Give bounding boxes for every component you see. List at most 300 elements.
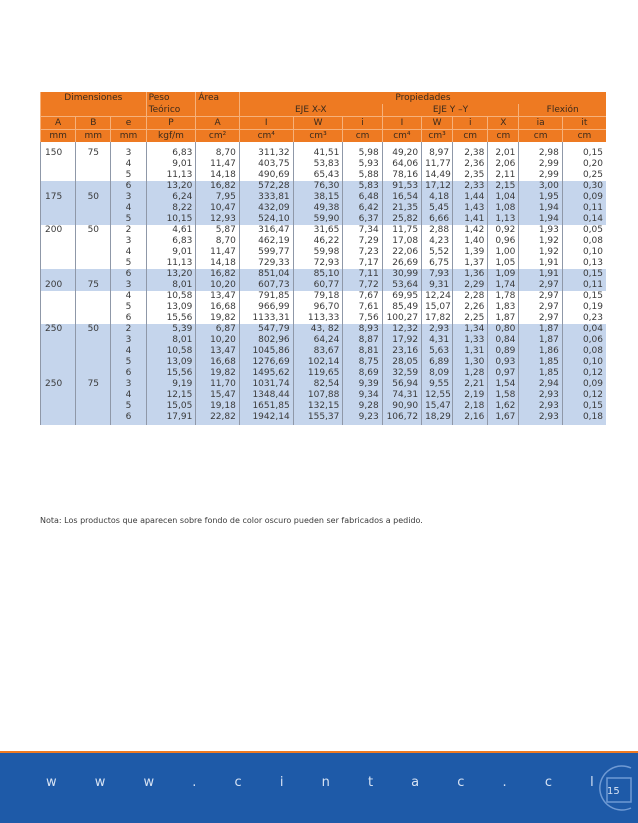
- table-cell: 0,04: [562, 324, 606, 335]
- table-cell: [41, 247, 76, 258]
- table-cell: 38,15: [293, 192, 343, 203]
- table-cell: 1,36: [453, 269, 488, 280]
- table-cell: 0,09: [562, 192, 606, 203]
- table-cell: 7,34: [343, 225, 382, 236]
- table-cell: 6: [111, 269, 146, 280]
- table-cell: 9,39: [343, 379, 382, 390]
- table-cell: [76, 170, 111, 181]
- table-cell: 8,70: [196, 148, 239, 159]
- header-unit: cm³: [422, 130, 453, 143]
- header-symbol: A: [41, 117, 76, 130]
- table-cell: 4: [111, 291, 146, 302]
- table-cell: 12,93: [196, 214, 239, 225]
- table-cell: 6: [111, 313, 146, 324]
- table-cell: 6,83: [146, 148, 196, 159]
- table-cell: 1651,85: [239, 401, 293, 412]
- table-cell: 0,97: [488, 368, 519, 379]
- table-cell: [76, 401, 111, 412]
- table-cell: 106,72: [382, 412, 421, 425]
- table-cell: 3: [111, 379, 146, 390]
- table-cell: 53,83: [293, 159, 343, 170]
- table-cell: 75: [76, 280, 111, 291]
- table-cell: 1,78: [488, 291, 519, 302]
- table-cell: 50: [76, 225, 111, 236]
- table-cell: 0,96: [488, 236, 519, 247]
- table-row: [41, 225, 607, 236]
- table-cell: 1,04: [488, 192, 519, 203]
- table-cell: 102,14: [293, 357, 343, 368]
- table-cell: 1,91: [519, 269, 562, 280]
- table-cell: 23,16: [382, 346, 421, 357]
- table-cell: 155,37: [293, 412, 343, 425]
- table-row: [41, 280, 607, 291]
- table-cell: 18,29: [422, 412, 453, 425]
- table-cell: 0,14: [562, 214, 606, 225]
- table-cell: 3: [111, 335, 146, 346]
- table-cell: [41, 236, 76, 247]
- table-cell: 7,17: [343, 258, 382, 269]
- table-cell: 1,30: [453, 357, 488, 368]
- table-cell: [41, 357, 76, 368]
- table-cell: 311,32: [239, 148, 293, 159]
- table-cell: 1,94: [519, 214, 562, 225]
- header-symbol: W: [422, 117, 453, 130]
- header-blank: [41, 104, 147, 117]
- table-cell: 1,28: [453, 368, 488, 379]
- table-cell: 2,33: [453, 181, 488, 192]
- table-cell: 2,97: [519, 313, 562, 324]
- table-cell: 2,29: [453, 280, 488, 291]
- table-cell: 11,77: [422, 159, 453, 170]
- table-cell: 966,99: [239, 302, 293, 313]
- table-cell: 791,85: [239, 291, 293, 302]
- table-cell: 0,20: [562, 159, 606, 170]
- table-cell: 9,34: [343, 390, 382, 401]
- table-cell: 13,47: [196, 346, 239, 357]
- table-cell: 9,31: [422, 280, 453, 291]
- table-cell: 50: [76, 324, 111, 335]
- table-cell: 1,37: [453, 258, 488, 269]
- table-cell: 547,79: [239, 324, 293, 335]
- table-cell: 1,05: [488, 258, 519, 269]
- table-cell: 599,77: [239, 247, 293, 258]
- table-row: [41, 159, 607, 170]
- table-cell: 3: [111, 192, 146, 203]
- table-row: [41, 401, 607, 412]
- table-cell: 7,56: [343, 313, 382, 324]
- table-cell: [41, 159, 76, 170]
- table-cell: 14,18: [196, 170, 239, 181]
- table-cell: 59,98: [293, 247, 343, 258]
- table-cell: 4: [111, 159, 146, 170]
- table-cell: 56,94: [382, 379, 421, 390]
- table-cell: 4: [111, 247, 146, 258]
- table-cell: 1045,86: [239, 346, 293, 357]
- table-cell: 0,89: [488, 346, 519, 357]
- table-cell: 1348,44: [239, 390, 293, 401]
- table-cell: 85,49: [382, 302, 421, 313]
- table-cell: 6,48: [343, 192, 382, 203]
- table-cell: 8,97: [422, 148, 453, 159]
- header-area: Área: [196, 92, 239, 104]
- table-row: [41, 247, 607, 258]
- table-cell: 3,00: [519, 181, 562, 192]
- table-cell: 0,11: [562, 203, 606, 214]
- table-cell: 19,82: [196, 368, 239, 379]
- table-cell: 11,13: [146, 170, 196, 181]
- table-cell: 5: [111, 258, 146, 269]
- table-cell: 1,08: [488, 203, 519, 214]
- table-cell: 1,94: [519, 203, 562, 214]
- table-cell: 2,26: [453, 302, 488, 313]
- table-cell: 2,36: [453, 159, 488, 170]
- table-row: [41, 324, 607, 335]
- table-cell: 75: [76, 148, 111, 159]
- table-cell: 2,21: [453, 379, 488, 390]
- table-cell: 1,40: [453, 236, 488, 247]
- table-cell: 16,68: [196, 357, 239, 368]
- table-cell: 9,19: [146, 379, 196, 390]
- table-cell: 79,18: [293, 291, 343, 302]
- table-cell: 150: [41, 148, 76, 159]
- table-cell: 8,01: [146, 335, 196, 346]
- table-cell: 250: [41, 324, 76, 335]
- table-cell: 4: [111, 390, 146, 401]
- table-cell: 9,23: [343, 412, 382, 425]
- header-unit: mm: [41, 130, 76, 143]
- table-cell: 69,95: [382, 291, 421, 302]
- table-cell: 41,51: [293, 148, 343, 159]
- table-cell: 1,13: [488, 214, 519, 225]
- table-cell: 16,68: [196, 302, 239, 313]
- table-cell: 83,67: [293, 346, 343, 357]
- table-cell: 8,93: [343, 324, 382, 335]
- table-cell: 0,08: [562, 236, 606, 247]
- table-cell: 8,75: [343, 357, 382, 368]
- table-cell: 6: [111, 368, 146, 379]
- table-cell: 7,72: [343, 280, 382, 291]
- header-symbol: e: [111, 117, 146, 130]
- table-cell: 15,07: [422, 302, 453, 313]
- table-cell: 25,82: [382, 214, 421, 225]
- table-cell: 17,92: [382, 335, 421, 346]
- table-cell: 17,12: [422, 181, 453, 192]
- table-cell: 72,93: [293, 258, 343, 269]
- table-cell: [76, 269, 111, 280]
- table-row: [41, 379, 607, 390]
- table-cell: 200: [41, 280, 76, 291]
- table-cell: 316,47: [239, 225, 293, 236]
- header-unit: mm: [111, 130, 146, 143]
- table-cell: 1,74: [488, 280, 519, 291]
- table-cell: 7,93: [422, 269, 453, 280]
- table-cell: [76, 335, 111, 346]
- table-cell: 6: [111, 412, 146, 425]
- table-cell: 5,98: [343, 148, 382, 159]
- table-cell: 9,01: [146, 247, 196, 258]
- table-cell: 50: [76, 192, 111, 203]
- table-cell: [76, 291, 111, 302]
- table-cell: 59,90: [293, 214, 343, 225]
- table-row: [41, 269, 607, 280]
- table-cell: 2,98: [519, 148, 562, 159]
- table-cell: 1,93: [519, 225, 562, 236]
- table-cell: [76, 357, 111, 368]
- table-cell: 21,35: [382, 203, 421, 214]
- table-cell: 403,75: [239, 159, 293, 170]
- table-cell: 10,58: [146, 291, 196, 302]
- footer-accent-line: [0, 751, 638, 753]
- table-cell: 16,54: [382, 192, 421, 203]
- table-cell: 2,93: [519, 390, 562, 401]
- table-cell: 1,87: [519, 335, 562, 346]
- table-cell: 15,47: [422, 401, 453, 412]
- table-cell: 2,25: [453, 313, 488, 324]
- table-cell: 4: [111, 203, 146, 214]
- table-cell: 5: [111, 170, 146, 181]
- table-cell: 0,15: [562, 401, 606, 412]
- table-cell: 5,87: [196, 225, 239, 236]
- website-link[interactable]: w w w . c i n t a c . c l: [46, 775, 611, 790]
- table-cell: 6,89: [422, 357, 453, 368]
- table-cell: 2: [111, 324, 146, 335]
- table-cell: 5,52: [422, 247, 453, 258]
- table-cell: 13,47: [196, 291, 239, 302]
- table-cell: 2,16: [453, 412, 488, 425]
- header-blank: [196, 104, 239, 117]
- header-unit: cm⁴: [239, 130, 293, 143]
- table-cell: 11,70: [196, 379, 239, 390]
- table-cell: 8,70: [196, 236, 239, 247]
- table-cell: 6,75: [422, 258, 453, 269]
- header-symbol: it: [562, 117, 606, 130]
- table-cell: 5,93: [343, 159, 382, 170]
- table-cell: 13,20: [146, 181, 196, 192]
- table-cell: 1,44: [453, 192, 488, 203]
- header-unit: cm: [343, 130, 382, 143]
- table-cell: 1,83: [488, 302, 519, 313]
- table-cell: 64,06: [382, 159, 421, 170]
- table-cell: [76, 313, 111, 324]
- table-cell: 0,18: [562, 412, 606, 425]
- table-cell: 607,73: [239, 280, 293, 291]
- table-cell: 6,87: [196, 324, 239, 335]
- table-cell: 2,18: [453, 401, 488, 412]
- table-cell: 8,87: [343, 335, 382, 346]
- table-cell: 6,37: [343, 214, 382, 225]
- table-cell: 11,47: [196, 247, 239, 258]
- table-cell: [76, 181, 111, 192]
- header-teorico: Teórico: [146, 104, 196, 117]
- table-cell: 78,16: [382, 170, 421, 181]
- table-cell: [41, 291, 76, 302]
- table-cell: [76, 247, 111, 258]
- table-cell: 13,09: [146, 357, 196, 368]
- table-cell: 10,15: [146, 214, 196, 225]
- table-cell: 82,54: [293, 379, 343, 390]
- table-row: [41, 203, 607, 214]
- table-cell: 0,92: [488, 225, 519, 236]
- table-cell: 22,06: [382, 247, 421, 258]
- table-cell: 0,13: [562, 258, 606, 269]
- table-cell: [41, 203, 76, 214]
- table-cell: [76, 203, 111, 214]
- table-cell: 2,97: [519, 280, 562, 291]
- table-cell: [41, 258, 76, 269]
- table-cell: 17,82: [422, 313, 453, 324]
- table-cell: [41, 181, 76, 192]
- table-cell: 76,30: [293, 181, 343, 192]
- table-cell: 5: [111, 357, 146, 368]
- table-row: [41, 181, 607, 192]
- table-cell: [41, 269, 76, 280]
- table-cell: 1,31: [453, 346, 488, 357]
- table-cell: 1,95: [519, 192, 562, 203]
- header-symbol: X: [488, 117, 519, 130]
- table-row: [41, 170, 607, 181]
- table-cell: 16,82: [196, 269, 239, 280]
- table-cell: 1,87: [488, 313, 519, 324]
- table-cell: 2,88: [422, 225, 453, 236]
- table-cell: 90,90: [382, 401, 421, 412]
- header-unit: cm: [519, 130, 562, 143]
- table-cell: 572,28: [239, 181, 293, 192]
- table-row: [41, 192, 607, 203]
- table-cell: 17,91: [146, 412, 196, 425]
- table-header: [41, 92, 607, 142]
- table-cell: 0,12: [562, 390, 606, 401]
- table-cell: 2,99: [519, 170, 562, 181]
- table-cell: 107,88: [293, 390, 343, 401]
- table-row: [41, 313, 607, 324]
- header-dimensiones: Dimensiones: [41, 92, 147, 104]
- table-cell: 0,05: [562, 225, 606, 236]
- table-cell: 85,10: [293, 269, 343, 280]
- table-cell: 1133,31: [239, 313, 293, 324]
- table-cell: 2,01: [488, 148, 519, 159]
- table-cell: 1,67: [488, 412, 519, 425]
- table-cell: 2,11: [488, 170, 519, 181]
- table-cell: 2,99: [519, 159, 562, 170]
- table-cell: 2,97: [519, 291, 562, 302]
- table-cell: 15,05: [146, 401, 196, 412]
- table-cell: 9,01: [146, 159, 196, 170]
- table-cell: 5,88: [343, 170, 382, 181]
- table-cell: [76, 214, 111, 225]
- table-cell: 0,93: [488, 357, 519, 368]
- table-cell: 12,15: [146, 390, 196, 401]
- table-cell: 2,15: [488, 181, 519, 192]
- table-cell: 2,35: [453, 170, 488, 181]
- table-cell: 175: [41, 192, 76, 203]
- table-cell: 524,10: [239, 214, 293, 225]
- table-cell: [41, 401, 76, 412]
- table-cell: 12,24: [422, 291, 453, 302]
- table-cell: 7,95: [196, 192, 239, 203]
- table-cell: 0,11: [562, 280, 606, 291]
- table-cell: 7,29: [343, 236, 382, 247]
- table-cell: 1,91: [519, 258, 562, 269]
- table-cell: 250: [41, 379, 76, 390]
- table-cell: [41, 335, 76, 346]
- header-symbol: ia: [519, 117, 562, 130]
- table-cell: 9,55: [422, 379, 453, 390]
- header-unit: cm³: [293, 130, 343, 143]
- table-row: [41, 335, 607, 346]
- table-cell: 1,42: [453, 225, 488, 236]
- table-cell: 2,06: [488, 159, 519, 170]
- header-eje-yy: EJE Y –Y: [382, 104, 519, 117]
- header-unit: cm: [562, 130, 606, 143]
- table-cell: [76, 346, 111, 357]
- table-row: [41, 302, 607, 313]
- table-cell: 729,33: [239, 258, 293, 269]
- table-cell: 0,06: [562, 335, 606, 346]
- table-cell: 0,84: [488, 335, 519, 346]
- table-cell: 17,08: [382, 236, 421, 247]
- table-cell: 3: [111, 280, 146, 291]
- table-cell: 8,01: [146, 280, 196, 291]
- table-cell: 64,24: [293, 335, 343, 346]
- header-unit: mm: [76, 130, 111, 143]
- table-cell: 10,20: [196, 335, 239, 346]
- header-peso: Peso: [146, 92, 196, 104]
- table-cell: [76, 390, 111, 401]
- table-cell: 432,09: [239, 203, 293, 214]
- table-cell: 1,87: [519, 324, 562, 335]
- table-cell: 15,56: [146, 368, 196, 379]
- table-cell: 1,34: [453, 324, 488, 335]
- table-row: [41, 258, 607, 269]
- table-cell: 0,80: [488, 324, 519, 335]
- header-flexion: Flexión: [519, 104, 606, 117]
- table-cell: 200: [41, 225, 76, 236]
- table-cell: 7,67: [343, 291, 382, 302]
- table-cell: 8,81: [343, 346, 382, 357]
- table-cell: 2,19: [453, 390, 488, 401]
- table-cell: 851,04: [239, 269, 293, 280]
- table-cell: 802,96: [239, 335, 293, 346]
- table-cell: 60,77: [293, 280, 343, 291]
- header-symbol: i: [343, 117, 382, 130]
- table-cell: 10,58: [146, 346, 196, 357]
- table-cell: 2,93: [422, 324, 453, 335]
- table-cell: 132,15: [293, 401, 343, 412]
- page-number: 15: [607, 786, 620, 797]
- table-cell: 28,05: [382, 357, 421, 368]
- table-cell: 0,30: [562, 181, 606, 192]
- table-cell: 3: [111, 148, 146, 159]
- table-cell: 5: [111, 302, 146, 313]
- header-symbol: P: [146, 117, 196, 130]
- table-cell: 19,18: [196, 401, 239, 412]
- table-cell: [76, 236, 111, 247]
- table-cell: 30,99: [382, 269, 421, 280]
- header-symbol: A: [196, 117, 239, 130]
- table-cell: [76, 258, 111, 269]
- table-cell: [76, 302, 111, 313]
- table-cell: 100,27: [382, 313, 421, 324]
- table-cell: 13,20: [146, 269, 196, 280]
- table-cell: 14,18: [196, 258, 239, 269]
- table-cell: 0,10: [562, 357, 606, 368]
- table-cell: 1031,74: [239, 379, 293, 390]
- table-cell: 9,28: [343, 401, 382, 412]
- table-cell: 10,47: [196, 203, 239, 214]
- header-propiedades: Propiedades: [239, 92, 606, 104]
- table-cell: [41, 214, 76, 225]
- table-row: [41, 357, 607, 368]
